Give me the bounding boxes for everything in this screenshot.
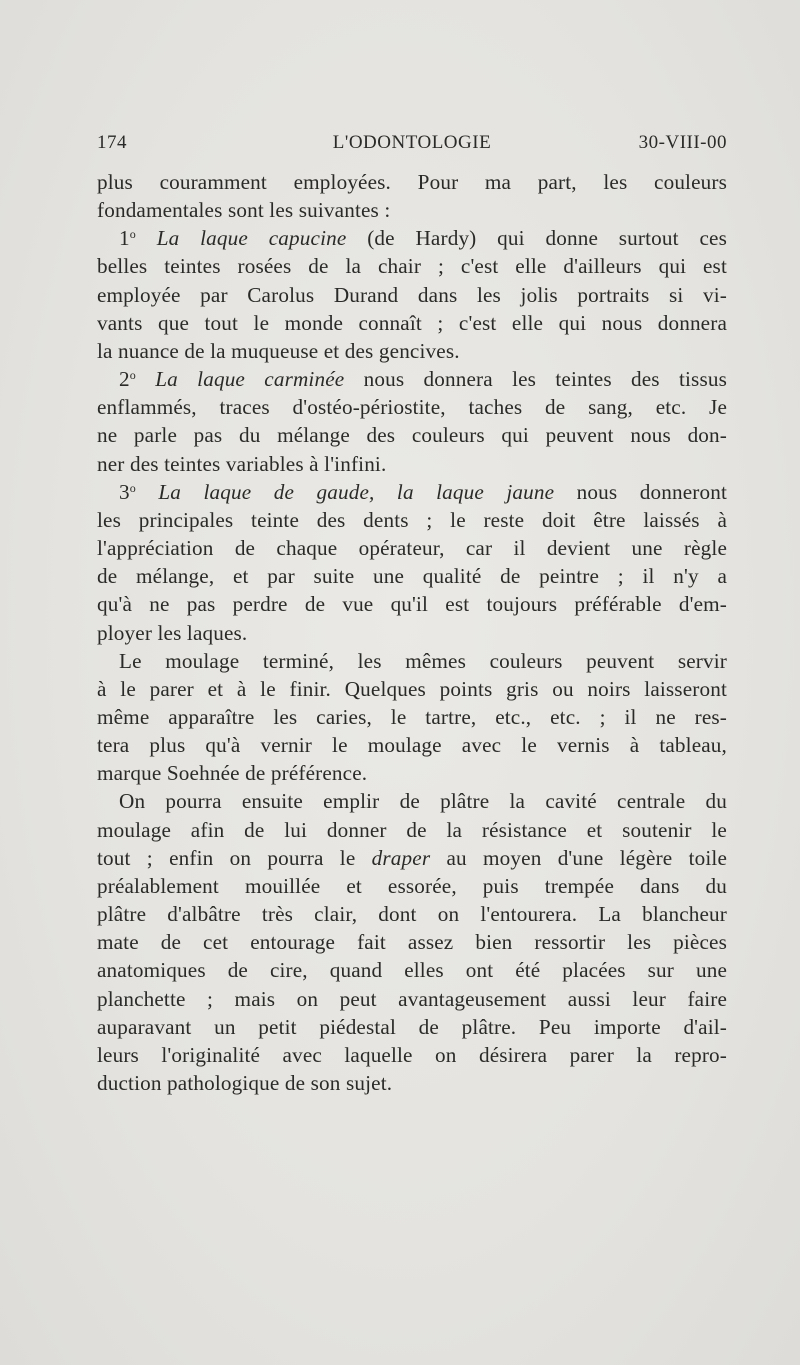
list-number: 3	[119, 479, 130, 504]
text-run: nous donneront	[554, 479, 727, 504]
text-line: tera plus qu'à vernir le moulage avec le vernis à tableau,	[97, 733, 727, 758]
italic-term: La laque de gaude, la laque jaune	[158, 479, 555, 504]
text-line: employée par Carolus Durand dans les jolis portraits si vi-	[97, 282, 727, 307]
text-line	[97, 365, 727, 393]
list-number: 2	[119, 367, 130, 392]
list-number: 1	[119, 226, 130, 251]
text-line: même apparaître les caries, le tartre, etc., etc. ; il ne res-	[97, 704, 727, 729]
text-run: (de Hardy) qui donne surtout ces	[346, 226, 727, 251]
page-number: 174	[97, 132, 127, 153]
text-run: tout ; enfin on pourra le	[97, 845, 372, 870]
ordinal-mark: o	[129, 480, 136, 495]
italic-term: La laque carminée	[155, 367, 345, 392]
ordinal-mark: o	[129, 368, 136, 383]
paragraph-moulage-termine	[97, 647, 727, 788]
paragraph-laque-carminee	[97, 365, 727, 478]
text-line: qu'à ne pas perdre de vue qu'il est toujours préférable d'em-	[97, 592, 727, 617]
text-line: fondamentales sont les suivantes :	[97, 198, 391, 223]
body-text	[97, 168, 727, 1097]
text-line: vants que tout le monde connaît ; c'est elle qui nous donnera	[97, 310, 727, 335]
text-line: marque Soehnée de préférence.	[97, 761, 368, 786]
text-line: l'appréciation de chaque opérateur, car il devient une règle	[97, 536, 727, 561]
text-line	[97, 224, 727, 252]
text-line: la nuance de la muqueuse et des gencives.	[97, 338, 460, 363]
text-line: duction pathologique de son sujet.	[97, 1071, 393, 1095]
text-line: On pourra ensuite emplir de plâtre la cavité centrale du	[119, 789, 727, 814]
text-line: les principales teinte des dents ; le reste doit être laissés à	[97, 507, 727, 532]
text-line: leurs l'originalité avec laquelle on désirera parer la repro-	[97, 1042, 727, 1067]
text-line: moulage afin de lui donner de la résistance et soutenir le	[97, 817, 727, 842]
issue-date: 30-VIII-00	[638, 132, 727, 153]
text-line: ner des teintes variables à l'infini.	[97, 451, 387, 476]
text-line: ne parle pas du mélange des couleurs qui peuvent nous don-	[97, 423, 727, 448]
text-line: plus couramment employées. Pour ma part, les couleurs	[97, 170, 727, 194]
text-line	[97, 844, 727, 872]
italic-term: draper	[371, 845, 431, 870]
text-line: ployer les laques.	[97, 620, 248, 645]
text-line: à le parer et à le finir. Quelques points gris ou noirs laisseront	[97, 676, 727, 701]
text-line: plâtre d'albâtre très clair, dont on l'entourera. La blancheur	[97, 902, 727, 927]
text-line: Le moulage terminé, les mêmes couleurs peuvent servir	[119, 648, 727, 673]
text-line: auparavant un petit piédestal de plâtre. Peu importe d'ail-	[97, 1014, 727, 1039]
paragraph-laque-capucine	[97, 224, 727, 365]
text-line: planchette ; mais on peut avantageusement aussi leur faire	[97, 986, 727, 1011]
paragraph-platre	[97, 787, 727, 1097]
journal-title: L'ODONTOLOGIE	[332, 132, 492, 153]
italic-term: La laque capucine	[156, 226, 347, 251]
ordinal-mark: o	[129, 227, 136, 242]
paragraph-intro	[97, 168, 727, 224]
text-line: anatomiques de cire, quand elles ont été placées sur une	[97, 958, 727, 983]
text-line: de mélange, et par suite une qualité de peintre ; il n'y a	[97, 564, 727, 589]
text-line: préalablement mouillée et essorée, puis trempée dans du	[97, 873, 727, 898]
text-run: au moyen d'une légère toile	[430, 845, 727, 870]
text-run: nous donnera les teintes des tissus	[344, 367, 727, 392]
paragraph-laque-gaude	[97, 478, 727, 647]
text-line: belles teintes rosées de la chair ; c'est elle d'ailleurs qui est	[97, 254, 727, 279]
text-line	[97, 478, 727, 506]
running-head	[97, 132, 727, 158]
text-line: mate de cet entourage fait assez bien ressortir les pièces	[97, 930, 727, 955]
text-line: enflammés, traces d'ostéo-périostite, taches de sang, etc. Je	[97, 395, 727, 420]
